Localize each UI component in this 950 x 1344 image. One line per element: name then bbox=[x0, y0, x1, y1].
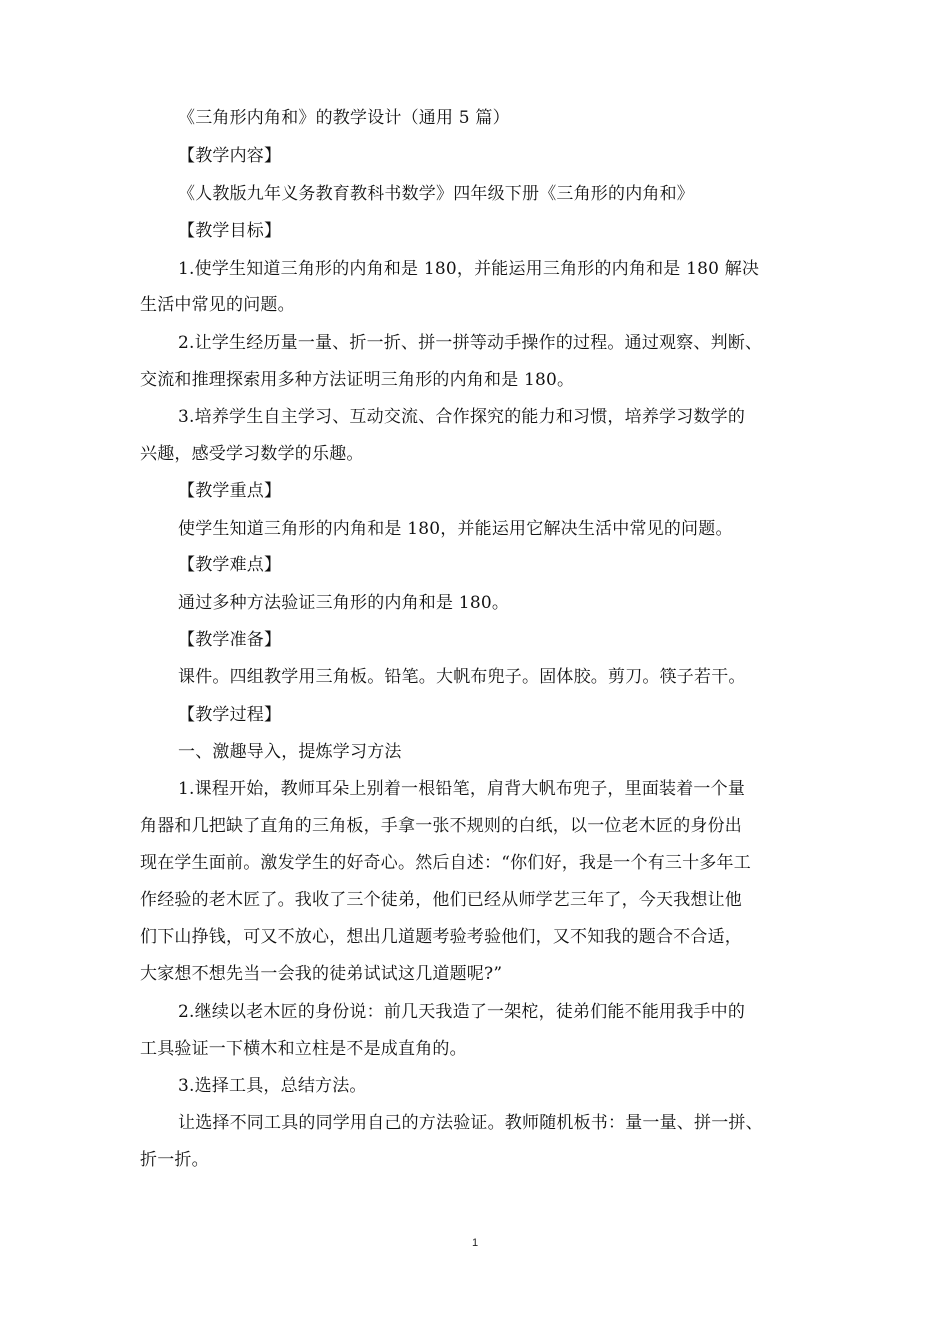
process-step-3-line-2: 折一折。 bbox=[140, 1150, 209, 1170]
heading-preparation: 【教学准备】 bbox=[178, 630, 282, 650]
process-section-1-title: 一、激趣导入，提炼学习方法 bbox=[178, 742, 402, 762]
goal-3-line-2: 兴趣，感受学习数学的乐趣。 bbox=[140, 444, 364, 464]
goal-2-line-2: 交流和推理探索用多种方法证明三角形的内角和是 180。 bbox=[140, 370, 575, 390]
process-step-1-line-1: 1.课程开始，教师耳朵上别着一根铅笔，肩背大帆布兜子，里面装着一个量 bbox=[178, 779, 746, 799]
process-step-3-title: 3.选择工具，总结方法。 bbox=[178, 1076, 367, 1096]
process-step-1-line-4: 作经验的老木匠了。我收了三个徒弟，他们已经从师学艺三年了，今天我想让他 bbox=[140, 890, 742, 910]
heading-process: 【教学过程】 bbox=[178, 705, 282, 725]
process-step-1-line-3: 现在学生面前。激发学生的好奇心。然后自述：“你们好，我是一个有三十多年工 bbox=[140, 853, 751, 873]
key-points-text: 使学生知道三角形的内角和是 180，并能运用它解决生活中常见的问题。 bbox=[178, 519, 733, 539]
page-number: 1 bbox=[471, 1237, 479, 1249]
process-step-1-line-5: 们下山挣钱，可又不放心，想出几道题考验考验他们，又不知我的题合不合适， bbox=[140, 927, 742, 947]
process-step-1-line-6: 大家想不想先当一会我的徒弟试试这几道题呢?” bbox=[140, 964, 503, 984]
preparation-text: 课件。四组教学用三角板。铅笔。大帆布兜子。固体胶。剪刀。筷子若干。 bbox=[178, 667, 746, 687]
goal-1-line-1: 1.使学生知道三角形的内角和是 180，并能运用三角形的内角和是 180 解决 bbox=[178, 259, 760, 279]
teaching-content-text: 《人教版九年义务教育教科书数学》四年级下册《三角形的内角和》 bbox=[178, 184, 694, 204]
heading-key-points: 【教学重点】 bbox=[178, 481, 282, 501]
process-step-2-line-1: 2.继续以老木匠的身份说：前几天我造了一架柁，徒弟们能不能用我手中的 bbox=[178, 1002, 746, 1022]
process-step-1-line-2: 角器和几把缺了直角的三角板，手拿一张不规则的白纸，以一位老木匠的身份出 bbox=[140, 816, 742, 836]
heading-difficulties: 【教学难点】 bbox=[178, 555, 282, 575]
goal-1-line-2: 生活中常见的问题。 bbox=[140, 295, 295, 315]
goal-3-line-1: 3.培养学生自主学习、互动交流、合作探究的能力和习惯，培养学习数学的 bbox=[178, 407, 746, 427]
heading-teaching-content: 【教学内容】 bbox=[178, 146, 282, 166]
process-step-3-line-1: 让选择不同工具的同学用自己的方法验证。教师随机板书：量一量、拼一拼、 bbox=[178, 1113, 763, 1133]
process-step-2-line-2: 工具验证一下横木和立柱是不是成直角的。 bbox=[140, 1039, 467, 1059]
difficulties-text: 通过多种方法验证三角形的内角和是 180。 bbox=[178, 593, 510, 613]
goal-2-line-1: 2.让学生经历量一量、折一折、拼一拼等动手操作的过程。通过观察、判断、 bbox=[178, 333, 763, 353]
document-title: 《三角形内角和》的教学设计（通用 5 篇） bbox=[178, 108, 510, 128]
heading-teaching-goals: 【教学目标】 bbox=[178, 221, 282, 241]
